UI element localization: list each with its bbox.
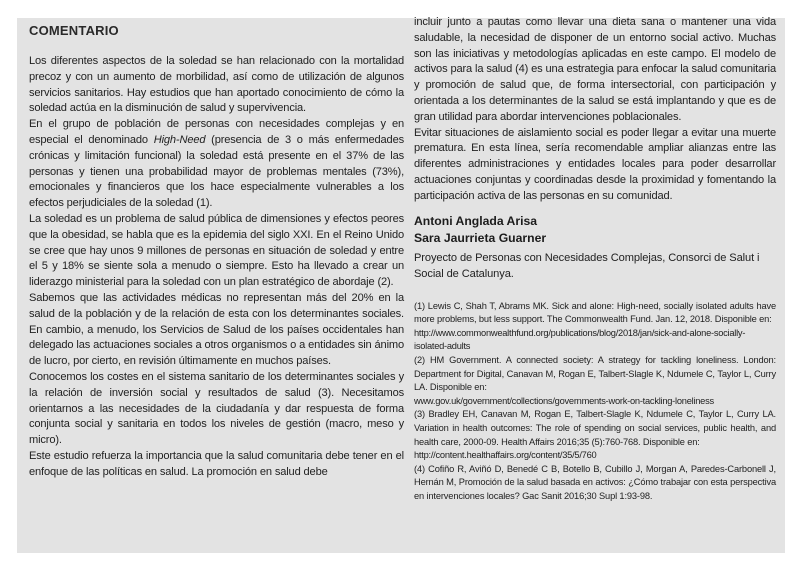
reference-url[interactable]: http://www.commonwealthfund.org/publications/blog/2018/jan/sick-and-alone-socially-isolated-adults: [414, 327, 746, 352]
author-affiliation: Proyecto de Personas con Necesidades Complejas, Consorci de Salut i Social de Catalunya.: [414, 251, 760, 280]
reference-item: (4) Cofiño R, Aviñó D, Benedé C B, Botello B, Cubillo J, Morgan A, Paredes-Carbonell J, Hernán M, Promoción de la salud basada en activos: ¿Cómo trabajar con esta perspectiva en intervenciones locales? Gac Sanit 2016;30 Supl 1:93-98.: [414, 463, 776, 501]
body-paragraph: La soledad es un problema de salud pública de dimensiones y efectos peores que la obesidad, se habla que es la epidemia del siglo XXI. En el Reino Unido se cree que hay unos 9 millones de personas en situación de soledad y entre el 5 y 18% se siente sola a menudo o siempre. Esto ha llevado a crear un liderazgo ministerial para la soledad con un plan estratégico de abordaje (2).: [29, 212, 404, 289]
reference-item: (1) Lewis C, Shah T, Abrams MK. Sick and alone: High-need, socially isolated adults have more problems, but less support. The Commonwealth Fund. Jan. 12, 2018. Disponible en: http://www.commonwealthfund.org/publications/blog/2018/jan/sick-and-alone-socially-isolated-adults: [414, 300, 776, 352]
body-paragraph: Los diferentes aspectos de la soledad se han relacionado con la mortalidad precoz y con un aumento de morbilidad, así como de utilización de algunos servicios sanitarios. Hay estudios que han aportado conocimiento de cómo la soledad actúa en la disminución de salud y supervivencia.: [29, 55, 404, 115]
section-title: COMENTARIO: [29, 23, 119, 38]
body-paragraph: Evitar situaciones de aislamiento social es poder llegar a evitar una muerte prematura. En esta línea, sería recomendable ampliar alianzas entre las diferentes administraciones y entidades locales para poder desarrollar actuaciones conjuntas y coordinadas desde la proximidad y fomentando la participación activa de las personas en su comunidad.: [414, 126, 776, 202]
right-column: [414, 15, 776, 503]
left-column: [29, 23, 404, 481]
body-paragraph: En el grupo de población de personas con necesidades complejas y en especial el denominado High-Need (presencia de 3 o más enfermedades crónicas y limitación funcional) la soledad está presente en el 37% de las personas y tienen una probabilidad mayor de problemas mentales (73%), emocionales y financieros que los hace especialmente vulnerables a los efectos perjudiciales de la soledad (1).: [29, 118, 404, 210]
body-paragraph: Conocemos los costes en el sistema sanitario de los determinantes sociales y la relación de inversión social y resultados de salud (3). Necesitamos orientarnos a las necesidades de la ciudadanía y dar respuesta de forma conjunta social y sanitaria en todos los niveles de gestión (macro, meso y micro).: [29, 370, 404, 447]
reference-item: (3) Bradley EH, Canavan M, Rogan E, Talbert-Slagle K, Ndumele C, Taylor L, Curry LA. Variation in health outcomes: The role of spending on social services, public health, and health care, 2000-09. Health Affairs 2016;35 (5):760-768. Disponible en: http://content.healthaffairs.org/content/35/5/760: [414, 409, 776, 461]
references-list: [414, 300, 776, 504]
reference-url[interactable]: www.gov.uk/government/collections/governments-work-on-tackling-loneliness: [414, 395, 714, 406]
author-name: Sara Jaurrieta Guarner: [414, 230, 547, 245]
body-paragraph: Este estudio refuerza la importancia que la salud comunitaria debe tener en el enfoque de las políticas en salud. La promoción en salud debe: [29, 449, 404, 478]
reference-item: (2) HM Government. A connected society: A strategy for tackling loneliness. London: Department for Digital, Canavan M, Rogan E, Talbert-Slagle K, Ndumele C, Taylor L, Curry LA. Disponible en: www.gov.uk/government/collections/governments-work-on-tackling-loneliness: [414, 354, 776, 406]
comment-panel: [17, 18, 785, 553]
authors-block: [414, 213, 776, 282]
body-paragraph: Sabemos que las actividades médicas no representan más del 20% en la salud de la población y de la relación de esta con los determinantes sociales. En cambio, a menudo, los Servicios de Salud de los países occidentales han delegado las actuaciones sociales a otros organismos o a entidades sin ánimo de lucro, por cierto, en revisión últimamente en muchos países.: [29, 291, 404, 368]
reference-url[interactable]: http://content.healthaffairs.org/content/35/5/760: [414, 450, 597, 461]
body-paragraph: incluir junto a pautas como llevar una dieta sana o mantener una vida saludable, la necesidad de disponer de un entorno social activo. Muchas son las iniciativas y metodologías aplicadas en este campo. El modelo de activos para la salud (4) es una estrategia para enfocar la salud comunitaria y promoción de salud que, de forma intersectorial, con participación y orientada a los determinantes de la salud se está implantando y que es de gran utilidad para abordar intervenciones poblacionales.: [414, 16, 776, 123]
author-name: Antoni Anglada Arisa: [414, 213, 538, 228]
emphasis-term: High-Need: [153, 133, 206, 146]
